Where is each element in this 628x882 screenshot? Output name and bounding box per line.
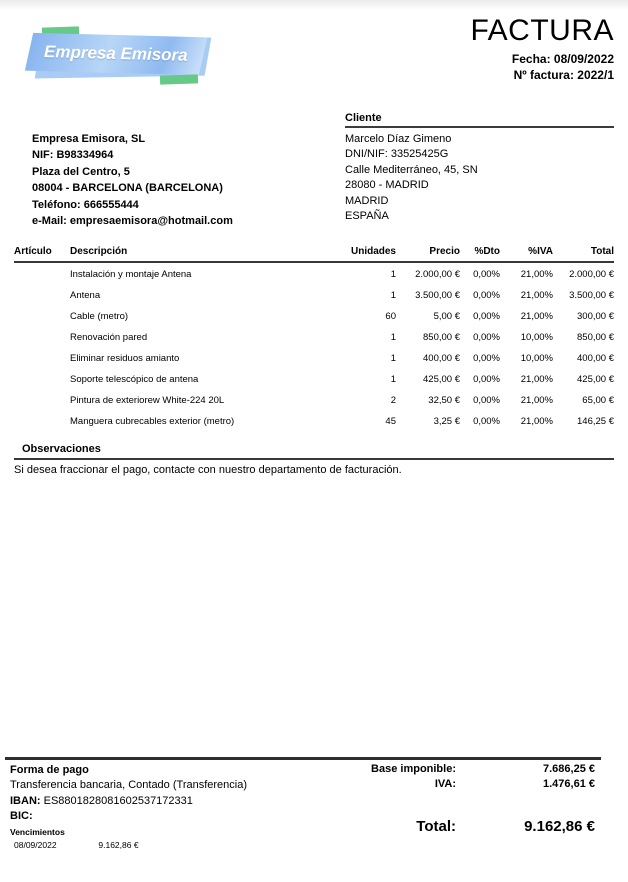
item-unidades: 1: [390, 374, 396, 385]
iva-row: [215, 777, 595, 792]
item-descripcion: Manguera cubrecables exterior (metro): [70, 416, 235, 427]
client-line: DNI/NIF: 33525425G: [345, 148, 449, 161]
sender-line: 08004 - BARCELONA (BARCELONA): [32, 182, 223, 195]
col-header-total: Total: [553, 246, 614, 262]
items-table-header: [14, 246, 614, 262]
item-precio: 3,25 €: [433, 416, 460, 427]
item-precio: 3.500,00 €: [415, 290, 460, 301]
item-iva: 21,00%: [520, 395, 553, 406]
client-lines: [345, 132, 614, 224]
item-dto: 0,00%: [473, 395, 500, 406]
bic-label: BIC:: [10, 810, 33, 823]
item-descripcion: Cable (metro): [70, 311, 129, 322]
company-logo: [28, 26, 213, 88]
client-line: MADRID: [345, 194, 389, 207]
item-dto: 0,00%: [473, 269, 500, 280]
logo-text: Empresa Emisora: [43, 42, 189, 65]
footer-divider: [5, 757, 601, 760]
item-dto: 0,00%: [473, 353, 500, 364]
totals-block: [215, 762, 595, 836]
base-imponible-row: [215, 762, 595, 777]
item-descripcion: Soporte telescópico de antena: [70, 374, 199, 385]
logo-banner: [25, 33, 207, 75]
item-total: 2.000,00 €: [569, 269, 614, 280]
invoice-date: Fecha: 08/09/2022: [511, 52, 614, 66]
iva-label: IVA:: [434, 778, 456, 791]
item-precio: 425,00 €: [423, 374, 460, 385]
base-imponible-value: 7.686,25 €: [543, 763, 595, 775]
client-section-title: Cliente: [345, 112, 614, 128]
base-imponible-label: Base imponible:: [371, 763, 456, 775]
client-line: Calle Mediterráneo, 45, SN: [345, 163, 478, 176]
item-iva: 21,00%: [520, 374, 553, 385]
client-line: 28080 - MADRID: [345, 179, 429, 192]
item-unidades: 1: [390, 269, 396, 280]
payment-method: Transferencia bancaria, Contado (Transferencia): [10, 779, 248, 792]
total-label: Total:: [416, 817, 456, 835]
table-row: [14, 389, 614, 410]
item-articulo: [14, 410, 70, 431]
item-dto: 0,00%: [473, 311, 500, 322]
table-row: [14, 305, 614, 326]
iva-value: 1.476,61 €: [543, 778, 595, 791]
col-header-iva: %IVA: [500, 246, 553, 262]
due-dates-block: [10, 827, 139, 851]
due-amount: 9.162,86 €: [98, 840, 139, 850]
document-title: FACTURA: [470, 14, 614, 47]
client-block: [345, 112, 614, 224]
item-precio: 32,50 €: [428, 395, 460, 406]
item-articulo: [14, 305, 70, 326]
table-row: [14, 262, 614, 284]
sender-line: Plaza del Centro, 5: [32, 165, 130, 178]
item-unidades: 45: [385, 416, 396, 427]
payment-title: Forma de pago: [10, 764, 89, 776]
logo-green-accent-bottom-icon: [160, 74, 198, 84]
item-articulo: [14, 326, 70, 347]
total-row: [215, 818, 595, 836]
due-dates-title: Vencimientos: [10, 827, 65, 837]
item-iva: 21,00%: [520, 311, 553, 322]
item-iva: 21,00%: [520, 269, 553, 280]
item-dto: 0,00%: [473, 416, 500, 427]
table-row: [14, 368, 614, 389]
item-total: 850,00 €: [577, 332, 614, 343]
client-line: ESPAÑA: [345, 210, 389, 223]
item-descripcion: Instalación y montaje Antena: [70, 269, 192, 280]
item-unidades: 1: [390, 290, 396, 301]
sender-block: [32, 131, 233, 229]
item-total: 3.500,00 €: [569, 290, 614, 301]
total-value: 9.162,86 €: [524, 817, 595, 835]
payment-block: [10, 763, 247, 825]
item-unidades: 1: [390, 353, 396, 364]
page-top-shadow: [0, 0, 628, 10]
sender-line: Empresa Emisora, SL: [32, 133, 146, 145]
payment-iban: [10, 794, 247, 809]
col-header-descripcion: Descripción: [70, 246, 306, 262]
invoice-number: Nº factura: 2022/1: [513, 68, 614, 82]
item-unidades: 2: [390, 395, 396, 406]
item-descripcion: Eliminar residuos amianto: [70, 353, 180, 364]
item-iva: 10,00%: [520, 353, 553, 364]
item-precio: 2.000,00 €: [415, 269, 460, 280]
sender-line: NIF: B98334964: [32, 149, 114, 162]
col-header-articulo: Artículo: [14, 246, 70, 262]
observations-title: Observaciones: [14, 443, 614, 460]
observations-section: [14, 443, 614, 476]
iban-label: IBAN:: [10, 794, 41, 807]
due-date-row: [10, 840, 139, 851]
col-header-precio: Precio: [396, 246, 460, 262]
item-dto: 0,00%: [473, 332, 500, 343]
item-articulo: [14, 368, 70, 389]
item-dto: 0,00%: [473, 290, 500, 301]
item-descripcion: Pintura de exteriorew White-224 20L: [70, 395, 225, 406]
item-unidades: 1: [390, 332, 396, 343]
item-total: 400,00 €: [577, 353, 614, 364]
item-articulo: [14, 284, 70, 305]
col-header-dto: %Dto: [460, 246, 500, 262]
table-row: [14, 347, 614, 368]
sender-line: e-Mail: empresaemisora@hotmail.com: [32, 215, 233, 228]
item-iva: 21,00%: [520, 416, 553, 427]
item-articulo: [14, 262, 70, 284]
item-precio: 850,00 €: [423, 332, 460, 343]
item-precio: 400,00 €: [423, 353, 460, 364]
col-header-unidades: Unidades: [306, 246, 396, 262]
item-unidades: 60: [385, 311, 396, 322]
client-line: Marcelo Díaz Gimeno: [345, 133, 452, 145]
item-iva: 21,00%: [520, 290, 553, 301]
iban-value: ES8801828081602537172331: [43, 794, 193, 807]
item-descripcion: Renovación pared: [70, 332, 148, 343]
table-row: [14, 284, 614, 305]
sender-line: Teléfono: 666555444: [32, 198, 139, 211]
item-precio: 5,00 €: [433, 311, 460, 322]
item-total: 425,00 €: [577, 374, 614, 385]
item-total: 146,25 €: [577, 416, 614, 427]
observations-text: Si desea fraccionar el pago, contacte con nuestro departamento de facturación.: [14, 464, 402, 476]
due-date: 08/09/2022: [14, 840, 57, 850]
items-table: [14, 246, 614, 431]
table-row: [14, 410, 614, 431]
item-iva: 10,00%: [520, 332, 553, 343]
item-articulo: [14, 389, 70, 410]
item-descripcion: Antena: [70, 290, 101, 301]
item-dto: 0,00%: [473, 374, 500, 385]
item-total: 65,00 €: [582, 395, 614, 406]
item-articulo: [14, 347, 70, 368]
table-row: [14, 326, 614, 347]
item-total: 300,00 €: [577, 311, 614, 322]
